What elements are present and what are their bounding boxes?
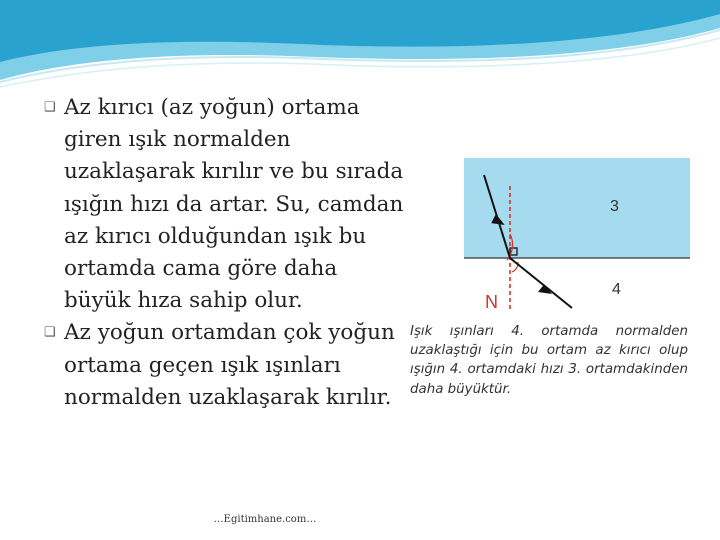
normal-label: N xyxy=(485,292,498,312)
bullet-text: Az yoğun ortamdan çok yoğun ortama geçen ışık ışınları normalden uzaklaşarak kırılır. xyxy=(64,320,395,410)
refracted-ray xyxy=(510,258,572,308)
medium-bottom-label: 4 xyxy=(612,281,621,298)
bullet-text: Az kırıcı (az yoğun) ortama giren ışık normalden uzaklaşarak kırılır ve bu sırada ışığın hızı da artar. Su, camdan az kırıcı olduğundan ışık bu ortamda cama göre daha büyük hıza sahip olur. xyxy=(64,95,404,314)
medium-top-label: 3 xyxy=(610,198,619,215)
figure-caption: Işık ışınları 4. ortamda normalden uzaklaştığı için bu ortam az kırıcı olup ışığın 4. ortamdaki hızı 3. ortamdakinden daha büyüktür. xyxy=(410,324,688,397)
header-wave-decoration xyxy=(0,0,720,90)
shaded-square-bullet-icon: ❑ xyxy=(44,100,56,115)
footer-source: …Egitimhane.com… xyxy=(213,514,317,525)
bullet-item xyxy=(44,92,404,317)
medium-3-region xyxy=(464,158,690,258)
bullet-list xyxy=(44,92,404,414)
bullet-item xyxy=(44,317,404,414)
shaded-square-bullet-icon: ❑ xyxy=(44,325,56,341)
